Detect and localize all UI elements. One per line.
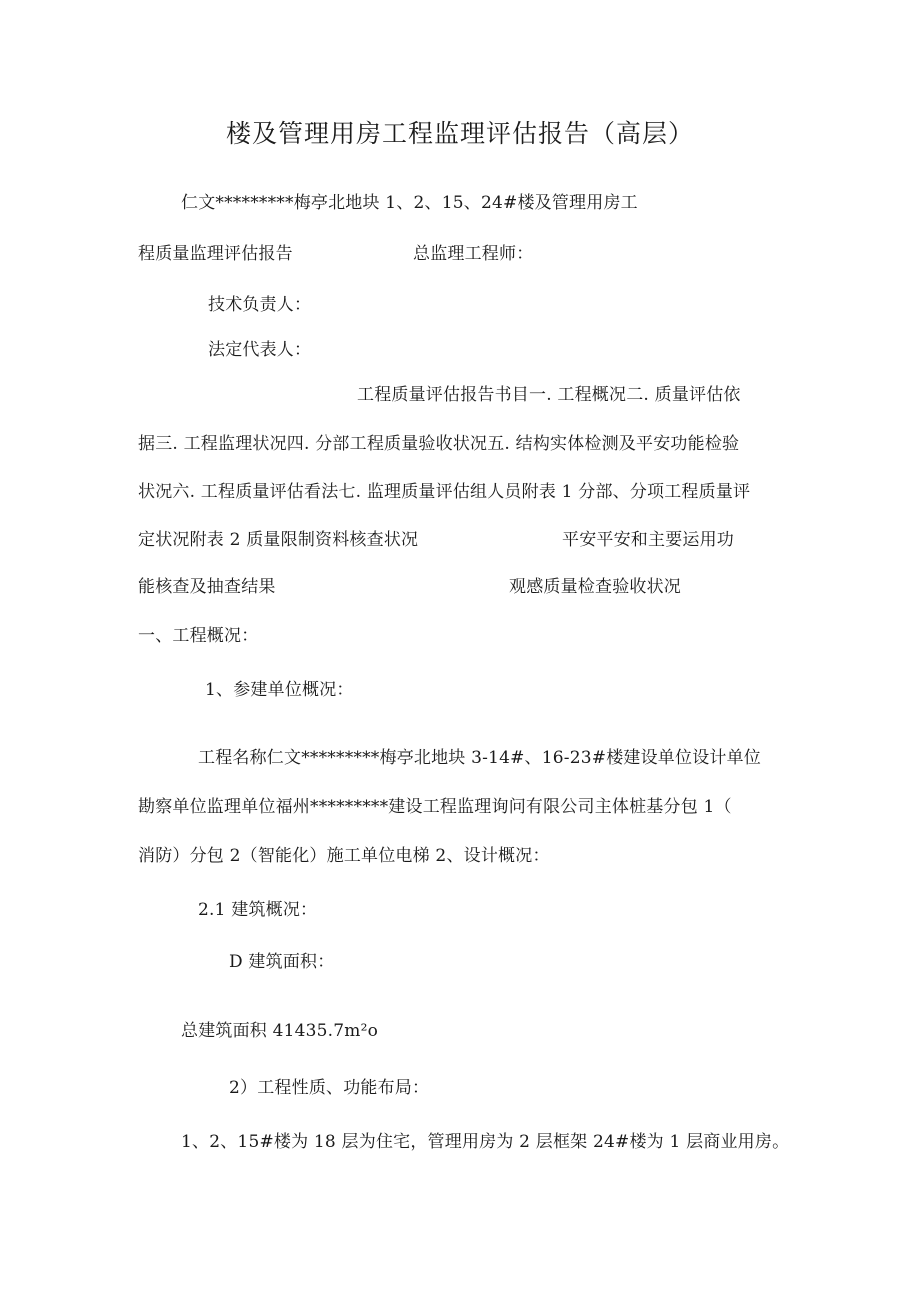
toc-line-5: 能核查及抽查结果 <box>138 577 276 597</box>
toc-line-3: 状况六. 工程质量评估看法七. 监理质量评估组人员附表 1 分部、分项工程质量评 <box>138 482 751 502</box>
paragraph-line-2: 勘察单位监理单位福州*********建设工程监理询问有限公司主体桩基分包 1（ <box>138 797 732 817</box>
toc-line-4: 定状况附表 2 质量限制资料核查状况 <box>138 530 419 550</box>
paragraph-building-usage: 1、2、15#楼为 18 层为住宅，管理用房为 2 层框架 24#楼为 1 层商业用房。 <box>181 1132 790 1152</box>
toc-line-1: 工程质量评估报告书目一. 工程概况二. 质量评估依 <box>357 385 741 405</box>
section-heading-project-overview: 一、工程概况： <box>138 626 259 646</box>
legal-representative-label: 法定代表人： <box>208 340 312 360</box>
total-building-area: 总建筑面积 41435.7m²o <box>181 1021 379 1041</box>
subsection-participating-units: 1、参建单位概况： <box>205 680 354 700</box>
item-building-area: D 建筑面积： <box>229 952 335 972</box>
paragraph-line-1: 工程名称仁文*********梅亭北地块 3-14#、16-23#楼建设单位设计单位 <box>198 748 761 768</box>
report-subject-line-2: 程质量监理评估报告 <box>138 244 293 264</box>
item-project-nature: 2）工程性质、功能布局： <box>229 1078 430 1098</box>
report-subject-line-1: 仁文*********梅亭北地块 1、2、15、24#楼及管理用房工 <box>181 193 638 213</box>
paragraph-line-3: 消防）分包 2（智能化）施工单位电梯 2、设计概况： <box>138 846 550 866</box>
toc-line-5-tail: 观感质量检查验收状况 <box>509 577 681 597</box>
toc-line-4-tail: 平安平安和主要运用功 <box>562 530 734 550</box>
chief-supervisor-label: 总监理工程师： <box>413 244 534 264</box>
technical-lead-label: 技术负责人： <box>208 295 312 315</box>
subsection-building-overview: 2.1 建筑概况： <box>198 900 318 920</box>
document-title: 楼及管理用房工程监理评估报告（高层） <box>225 119 694 148</box>
toc-line-2: 据三. 工程监理状况四. 分部工程质量验收状况五. 结构实体检测及平安功能检验 <box>138 434 740 454</box>
